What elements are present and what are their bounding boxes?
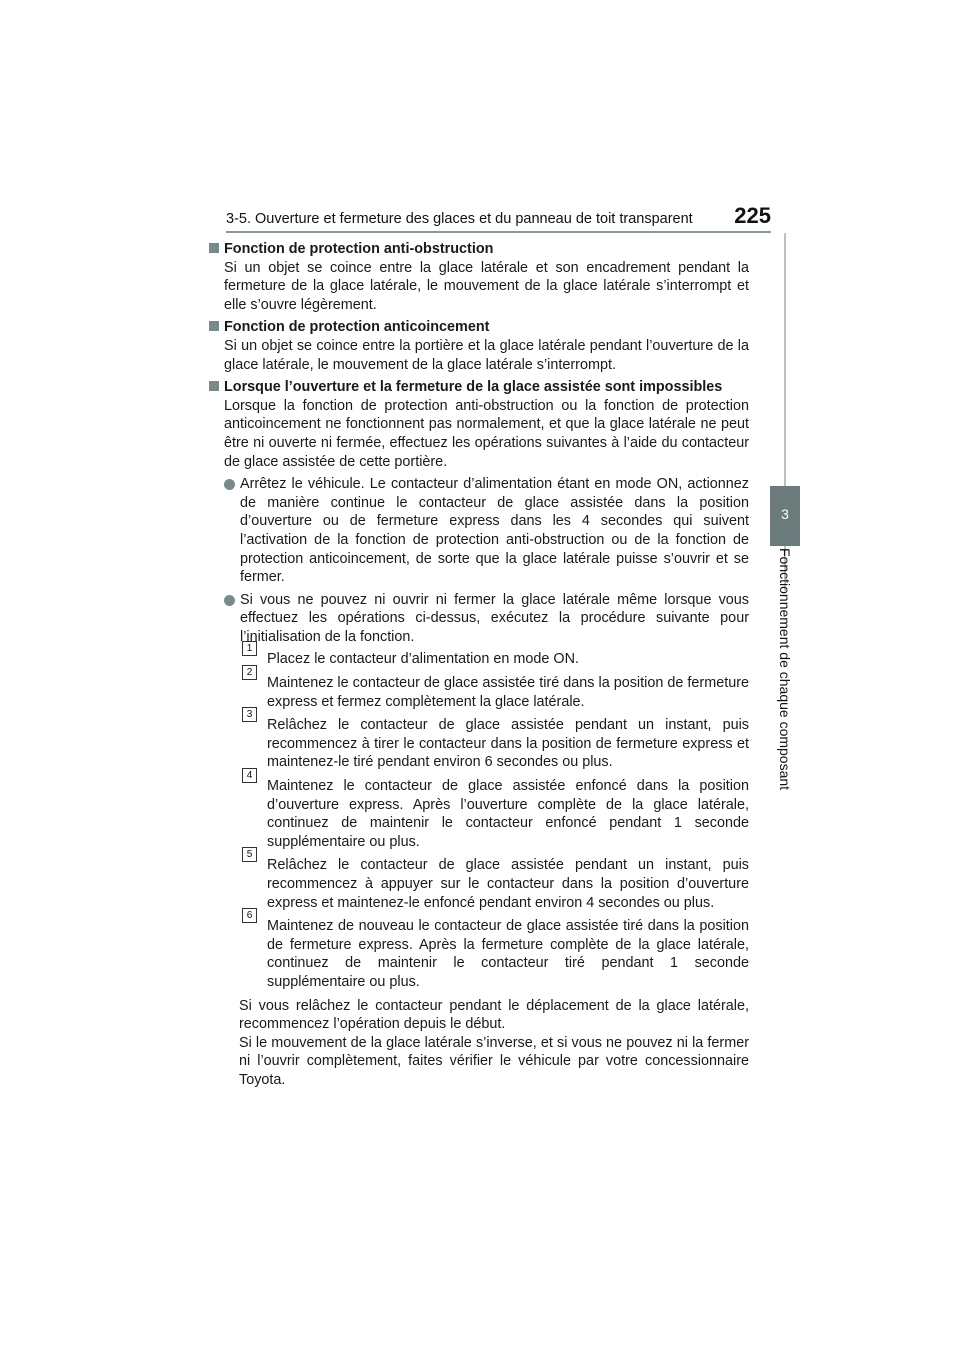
step-number-badge: 3 <box>242 707 257 722</box>
closing-paragraph: Si le mouvement de la glace latérale s’inverse, et si vous ne pouvez ni la fermer ni l’ouvrir complètement, faites vérifier le véhicule par votre concessionnaire Toyota. <box>239 1034 749 1088</box>
step-text: Relâchez le contacteur de glace assistée pendant un instant, puis recommencez à appuyer sur le contacteur dans la position d’ouverture express et maintenez-le enfoncé pendant environ 4 secondes ou plus. <box>267 857 749 911</box>
section-text: Lorsque la fonction de protection anti-obstruction ou la fonction de protection anticoincement ne fonctionnent pas normalement, et que la glace latérale ne peut être ni ouverte ni fermée, effectuez les opérations suivantes à l’aide du contacteur de glace assistée de cette portière. <box>224 397 749 470</box>
section-heading <box>209 378 749 397</box>
bullet-text: Si vous ne pouvez ni ouvrir ni fermer la glace latérale même lorsque vous effectuez les opérations ci-dessus, exécutez la procédure suivante pour l’initialisation de la fonction. <box>240 591 749 645</box>
step-item <box>242 849 749 912</box>
step-item <box>242 709 749 772</box>
step-number-badge: 2 <box>242 665 257 680</box>
square-bullet-icon <box>209 243 219 253</box>
step-text: Placez le contacteur d’alimentation en mode ON. <box>267 651 579 668</box>
step-item <box>242 643 749 669</box>
list-item <box>224 475 749 587</box>
section-heading <box>209 318 749 337</box>
round-bullet-icon <box>224 479 235 490</box>
step-item <box>242 910 749 991</box>
list-item <box>224 591 749 647</box>
step-list <box>242 643 749 991</box>
section-heading-text: Lorsque l’ouverture et la fermeture de la glace assistée sont impossibles <box>224 379 723 396</box>
step-text: Relâchez le contacteur de glace assistée pendant un instant, puis recommencez à tirer le contacteur dans la position de fermeture express et maintenez-le tiré pendant environ 6 secondes ou plus. <box>267 717 749 771</box>
section-anticoincement <box>209 318 749 374</box>
closing-paragraph: Si vous relâchez le contacteur pendant le déplacement de la glace latérale, recommencez l’opération depuis le début. <box>239 997 749 1033</box>
section-text: Si un objet se coince entre la glace latérale et son encadrement pendant la fermeture de la glace latérale, le mouvement de la glace latérale s’interrompt et elle s’ouvre légèrement. <box>224 259 749 313</box>
step-number-badge: 6 <box>242 908 257 923</box>
step-number-badge: 5 <box>242 847 257 862</box>
step-number-badge: 4 <box>242 768 257 783</box>
page-header <box>226 205 771 233</box>
main-content <box>209 240 749 1094</box>
closing-notes <box>239 997 749 1090</box>
step-text: Maintenez le contacteur de glace assistée tiré dans la position de fermeture express et fermez complètement la glace latérale. <box>267 675 749 710</box>
page-number: 225 <box>734 203 771 228</box>
bullet-text: Arrêtez le véhicule. Le contacteur d’alimentation étant en mode ON, actionnez de manière continue le contacteur de glace assistée dans la position d’ouverture ou de fermeture express dans les 4 secondes qui suivent l’activation de la fonction de protection anti-obstruction ou de la fonction de protection anticoincement, de sorte que la glace latérale puisse s’ouvrir et se fermer. <box>240 476 749 586</box>
round-bullet-icon <box>224 595 235 606</box>
section-impossible <box>209 378 749 1089</box>
chapter-label: Fonctionnement de chaque composant <box>777 548 793 791</box>
section-heading <box>209 240 749 259</box>
square-bullet-icon <box>209 321 219 331</box>
header-divider <box>226 231 771 233</box>
step-item <box>242 770 749 851</box>
section-heading-text: Fonction de protection anticoincement <box>224 319 490 336</box>
step-item <box>242 667 749 711</box>
section-text: Si un objet se coince entre la portière et la glace latérale pendant l’ouverture de la glace latérale, le mouvement de la glace latérale s’interrompt. <box>224 337 749 373</box>
step-number-badge: 1 <box>242 641 257 656</box>
square-bullet-icon <box>209 381 219 391</box>
step-text: Maintenez le contacteur de glace assistée enfoncé dans la position d’ouverture express. Après l’ouverture complète de la glace latérale, continuez de maintenir le contacteur enfoncé pendant 1 seconde supplémentaire ou plus. <box>267 778 749 850</box>
side-divider-top <box>784 233 786 486</box>
section-heading-text: Fonction de protection anti-obstruction <box>224 241 494 257</box>
chapter-tab <box>770 486 800 546</box>
chapter-number: 3 <box>781 506 789 522</box>
section-anti-obstruction <box>209 240 749 314</box>
header-title: 3-5. Ouverture et fermeture des glaces et du panneau de toit transparent <box>226 211 693 227</box>
step-text: Maintenez de nouveau le contacteur de glace assistée tiré dans la position de fermeture express. Après la fermeture complète de la glace latérale, continuez de maintenir le contacteur tiré pendant 1 seconde supplémentaire ou plus. <box>267 918 749 990</box>
